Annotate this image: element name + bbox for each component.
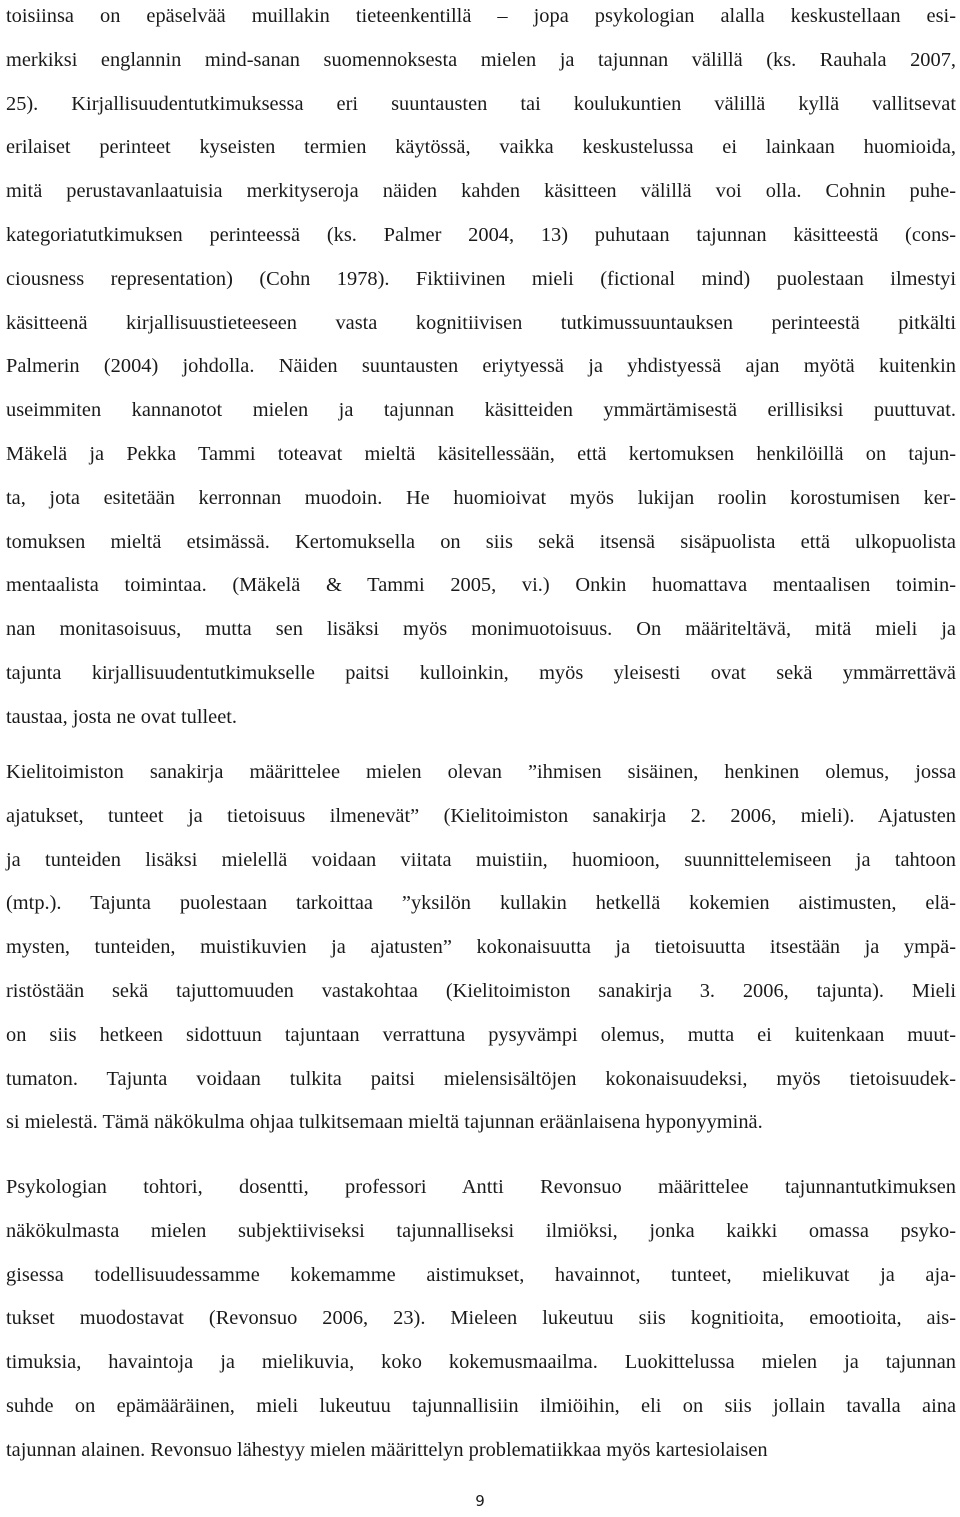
text-line: suhde on epämääräinen, mieli lukeutuu tajunnallisiin ilmiöihin, eli on siis jollain tavalla aina [6,1394,956,1417]
text-line: kategoriatutkimuksen perinteessä (ks. Palmer 2004, 13) puhutaan tajunnan käsitteestä (cons- [6,223,956,246]
text-line: useimmiten kannanotot mielen ja tajunnan käsitteiden ymmärtämisestä erillisiksi puuttuvat. [6,399,956,422]
text-line: käsitteenä kirjallisuustieteeseen vasta kognitiivisen tutkimussuuntauksen perinteestä pitkälti [6,311,956,334]
text-line: merkiksi englannin mind-sanan suomennoksesta mielen ja tajunnan välillä (ks. Rauhala 2007, [6,48,956,71]
text-line: mentaalista toimintaa. (Mäkelä & Tammi 2005, vi.) Onkin huomattava mentaalisen toimin- [6,574,956,597]
text-line: 25). Kirjallisuudentutkimuksessa eri suuntausten tai koulukuntien välillä kyllä vallitsevat [6,92,956,115]
text-line: timuksia, havaintoja ja mielikuvia, koko kokemusmaailma. Luokittelussa mielen ja tajunnan [6,1351,956,1374]
text-line: Mäkelä ja Pekka Tammi toteavat mieltä käsitellessään, että kertomuksen henkilöillä on tajun- [6,442,956,465]
text-line: ristöstään sekä tajuttomuuden vastakohtaa (Kielitoimiston sanakirja 3. 2006, tajunta). Mieli [6,979,956,1002]
text-line: Palmerin (2004) johdolla. Näiden suuntausten eriytyessä ja yhdistyessä ajan myötä kuitenkin [6,355,956,378]
text-line: Kielitoimiston sanakirja määrittelee mielen olevan ”ihmisen sisäinen, henkinen olemus, jossa [6,761,956,783]
paragraph-2 [6,751,956,1145]
text-line: gisessa todellisuudessamme kokemamme aistimukset, havainnot, tunteet, mielikuvat ja aja- [6,1263,956,1286]
text-line: tajunta kirjallisuudentutkimukselle paitsi kulloinkin, myös yleisesti ovat sekä ymmärrettävä [6,661,956,684]
text-line: tajunnan alainen. Revonsuo lähestyy mielen määrittelyn problematiikkaa myös kartesiolaisen [6,1438,768,1461]
text-line: ja tunteiden lisäksi mielellä voidaan viitata muistiin, huomioon, suunnittelemiseen ja tahtoon [6,848,956,871]
text-line: mitä perustavanlaatuisia merkityseroja näiden kahden käsitteen välillä voi olla. Cohnin puhe- [6,180,956,203]
text-line: ta, jota esitetään kerronnan muodoin. He huomioivat myös lukijan roolin korostumisen ker- [6,486,956,509]
text-line: ciousness representation) (Cohn 1978). Fiktiivinen mieli (fictional mind) puolestaan ilmestyi [6,267,956,290]
text-line: tomuksen mieltä etsimässä. Kertomuksella on siis sekä itsensä sisäpuolista että ulkopuolista [6,530,956,553]
text-line: ajatukset, tunteet ja tietoisuus ilmenevät” (Kielitoimiston sanakirja 2. 2006, mieli). Ajatusten [6,804,956,827]
text-line: tukset muodostavat (Revonsuo 2006, 23). Mieleen lukeutuu siis kognitioita, emootioita, ais- [6,1307,956,1330]
text-line: taustaa, josta ne ovat tulleet. [6,705,238,728]
text-line: on siis hetkeen sidottuun tajuntaan verrattuna pysyvämpi olemus, mutta ei kuitenkaan muut- [6,1023,956,1046]
text-line: mysten, tunteiden, muistikuvien ja ajatusten” kokonaisuutta ja tietoisuutta itsestään ja ympä- [6,936,956,959]
text-line: (mtp.). Tajunta puolestaan tarkoittaa ”yksilön kullakin hetkellä kokemien aistimusten, elä- [6,892,956,915]
text-line: tumaton. Tajunta voidaan tulkita paitsi mielensisältöjen kokonaisuudeksi, myös tietoisuudek- [6,1067,956,1090]
text-line: erilaiset perinteet kyseisten termien käytössä, vaikka keskustelussa ei lainkaan huomioida, [6,136,956,159]
page-number: 9 [475,1492,485,1510]
paragraph-1 [6,0,956,740]
text-line: näkökulmasta mielen subjektiiviseksi tajunnalliseksi ilmiöksi, jonka kaikki omassa psyko- [6,1219,956,1242]
text-line: nan monitasoisuus, mutta sen lisäksi myös monimuotoisuus. On määriteltävä, mitä mieli ja [6,618,956,641]
text-line: si mielestä. Tämä näkökulma ohjaa tulkitsemaan mieltä tajunnan eräänlaisena hyponyyminä. [6,1111,763,1134]
paragraph-3 [6,1166,956,1473]
text-line: toisiinsa on epäselvää muillakin tieteenkentillä – jopa psykologian alalla keskustellaan esi- [6,5,956,27]
text-line: Psykologian tohtori, dosentti, professori Antti Revonsuo määrittelee tajunnantutkimuksen [6,1176,956,1198]
